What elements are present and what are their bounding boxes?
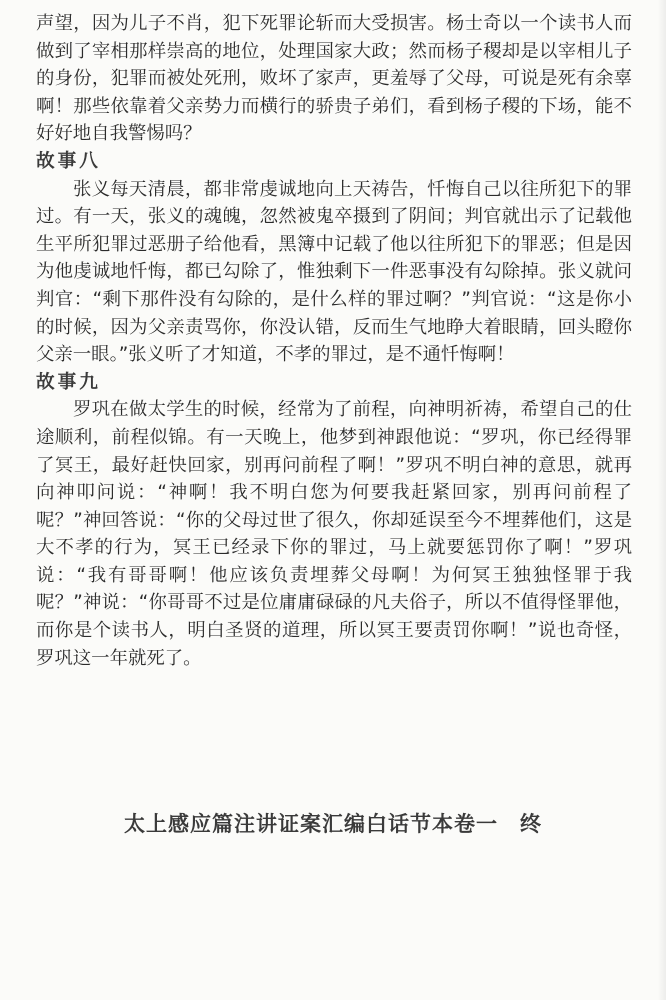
story-heading-8: 故事八 [36, 150, 101, 172]
continuation-paragraph: 声望，因为儿子不肖，犯下死罪论斩而大受损害。杨士奇以一个读书人而做到了宰相那样崇高的地位，处理国家大政；然而杨子稷却是以宰相儿子的身份，犯罪而被处死刑，败坏了家声，更羞辱了父母，可说是死有余辜啊！那些依靠着父亲势力而横行的骄贵子弟们，看到杨子稷的下场，能不好好地自我警惕吗？ [36, 13, 632, 145]
end-mark: 终 [520, 812, 542, 836]
story-paragraph-9: 罗巩在做太学生的时候，经常为了前程，向神明祈祷，希望自己的仕途顺利，前程似锦。有一天晚上，他梦到神跟他说：“罗巩，你已经得罪了冥王，最好赶快回家，别再问前程了啊！”罗巩不明白神的意思，就再向神叩问说：“神啊！我不明白您为何要我赶紧回家，别再问前程了呢？”神回答说：“你的父母过世了很久，你却延误至今不埋葬他们，这是大不孝的行为，冥王已经录下你的罪过，马上就要惩罚你了啊！”罗巩说：“我有哥哥啊！他应该负责埋葬父母啊！为何冥王独独怪罪于我呢？”神说：“你哥哥不过是位庸庸碌碌的凡夫俗子，所以不值得怪罪他，而你是个读书人，明白圣贤的道理，所以冥王要责罚你啊！”说也奇怪，罗巩这一年就死了。 [36, 399, 632, 669]
story-heading-9: 故事九 [36, 371, 101, 393]
scan-edge-shadow [658, 0, 666, 1000]
body-text [36, 10, 632, 672]
volume-end-title [0, 808, 666, 838]
volume-title: 太上感应篇注讲证案汇编白话节本卷一 [124, 812, 498, 836]
story-paragraph-8: 张义每天清晨，都非常虔诚地向上天祷告，忏悔自己以往所犯下的罪过。有一天，张义的魂魄，忽然被鬼卒摄到了阴间；判官就出示了记载他生平所犯罪过恶册子给他看，黑簿中记载了他以往所犯下的罪恶；但是因为他虔诚地忏悔，都已勾除了，惟独剩下一件恶事没有勾除掉。张义就问判官：“剩下那件没有勾除的，是什么样的罪过啊？”判官说：“这是你小的时候，因为父亲责骂你，你没认错，反而生气地睁大着眼睛，回头瞪你父亲一眼。”张义听了才知道，不孝的罪过，是不通忏悔啊！ [36, 178, 632, 366]
